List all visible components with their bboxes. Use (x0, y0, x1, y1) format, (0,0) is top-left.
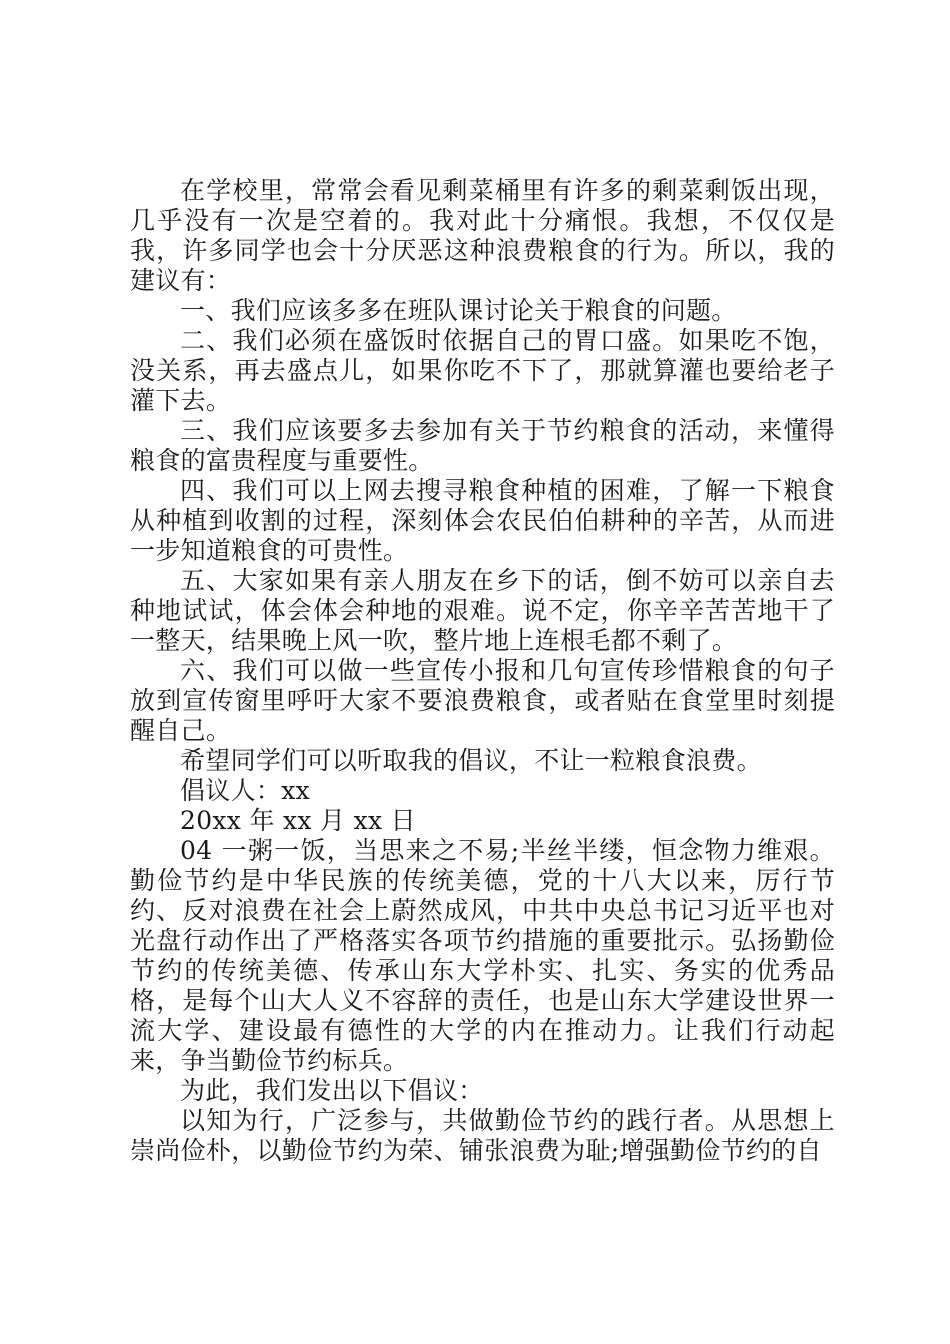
paragraph-suggestion-4: 四、我们可以上网去搜寻粮食种植的困难，了解一下粮食从种植到收割的过程，深刻体会农民伯伯耕种的辛苦，从而进一步知道粮食的可贵性。 (130, 476, 835, 565)
paragraph-intro: 在学校里，常常会看见剩菜桶里有许多的剩菜剩饭出现，几乎没有一次是空着的。我对此十分痛恨。我想，不仅仅是我，许多同学也会十分厌恶这种浪费粮食的行为。所以，我的建议有： (130, 176, 835, 295)
paragraph-closing-hope: 希望同学们可以听取我的倡议，不让一粒粮食浪费。 (180, 746, 762, 775)
paragraph-suggestion-1: 一、我们应该多多在班队课讨论关于粮食的问题。 (180, 296, 737, 325)
paragraph-proposal-1: 以知为行，广泛参与，共做勤俭节约的践行者。从思想上崇尚俭朴，以勤俭节约为荣、铺张浪费为耻;增强勤俭节约的自 (130, 1106, 835, 1165)
paragraph-section-04: 04 一粥一饭，当思来之不易;半丝半缕，恒念物力维艰。勤俭节约是中华民族的传统美德，党的十八大以来，厉行节约、反对浪费在社会上蔚然成风，中共中央总书记习近平也对光盘行动作出了严格落实各项节约措施的重要批示。弘扬勤俭节约的传统美德、传承山东大学朴实、扎实、务实的优秀品格，是每个山大人义不容辞的责任，也是山东大学建设世界一流大学、建设最有德性的大学的内在推动力。让我们行动起来，争当勤俭节约标兵。 (130, 836, 835, 1075)
date-line: 20xx 年 xx 月 xx 日 (180, 806, 416, 835)
proposer-line: 倡议人：xx (180, 776, 310, 805)
paragraph-suggestion-3: 三、我们应该要多去参加有关于节约粮食的活动，来懂得粮食的富贵程度与重要性。 (130, 416, 835, 475)
paragraph-suggestion-5: 五、大家如果有亲人朋友在乡下的话，倒不妨可以亲自去种地试试，体会体会种地的艰难。说不定，你辛辛苦苦地干了一整天，结果晚上风一吹，整片地上连根毛都不剩了。 (130, 566, 835, 655)
document-body (130, 176, 835, 1166)
paragraph-suggestion-6: 六、我们可以做一些宣传小报和几句宣传珍惜粮食的句子放到宣传窗里呼吁大家不要浪费粮食，或者贴在食堂里时刻提醒自己。 (130, 656, 835, 745)
paragraph-proposal-lead: 为此，我们发出以下倡议： (180, 1076, 484, 1105)
paragraph-suggestion-2: 二、我们必须在盛饭时依据自己的胃口盛。如果吃不饱，没关系，再去盛点儿，如果你吃不下了，那就算灌也要给老子灌下去。 (130, 326, 835, 415)
